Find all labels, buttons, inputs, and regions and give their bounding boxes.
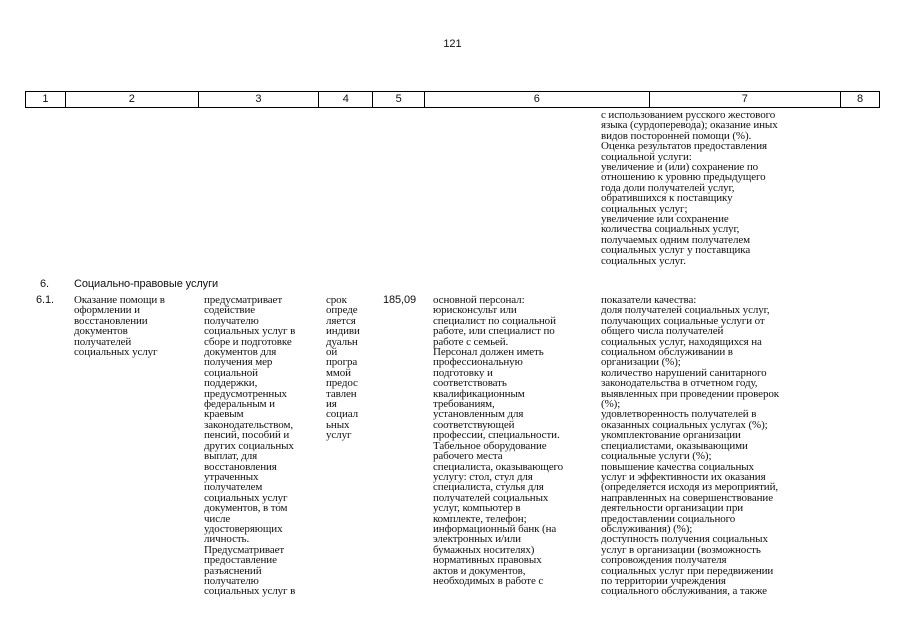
row-service-content: предусматривает содействие получателю социальных услуг в сборе и подготовке документов для получения мер социальной поддержки, предусмотренных федеральным и краевым законодательством, пенсий, пособий и других социальных выплат, для восстановления утраченных получателем социальных услуг документов, в том числе удостоверяющих личность. Предусматривает предоставление разъяснений получателю социальных услуг в <box>204 294 296 598</box>
header-cell-4: 4 <box>319 92 373 107</box>
header-cell-1: 1 <box>26 92 66 107</box>
section-number: 6. <box>40 278 49 290</box>
row-service-name: Оказание помощи в оформлении и восстановлении документов получателей социальных услуг <box>74 294 165 359</box>
header-cell-5: 5 <box>373 92 425 107</box>
row-service-term: срок опреде ляется индиви дуальн ой програ ммой предос тавлен ия социал ьных услуг <box>326 294 360 442</box>
header-cell-8: 8 <box>856 93 864 105</box>
header-cell-2: 2 <box>66 92 199 107</box>
section-title: Социально-правовые услуги <box>74 278 219 290</box>
header-cell-6: 6 <box>425 92 649 107</box>
header-cell-3: 3 <box>199 92 320 107</box>
page-number: 121 <box>443 38 462 50</box>
continuation-col7-text: с использованием русского жестового языка (сурдоперевода); оказание иных видов посторонней помощи (%). Оценка результатов предоставления социальной услуги: увеличение и (или) сохранение по отношению к уровню предыдущего года доли получателей услуг, обратившихся к поставщику социальных услуг; увеличение или сохранение количества социальных услуг, получаемых одним получателем социальных услуг у поставщика социальных услуг. <box>601 109 778 267</box>
table-header-row <box>25 91 880 108</box>
row-service-conditions: основной персонал: юрисконсульт или специалист по социальной работе, или специалист по работе с семьей. Персонал должен иметь профессиональную подготовку и соответствовать квалификационным требованиям, установленным для соответствующей профессии, специальности. Табельное оборудование рабочего места специалиста, оказывающего услугу: стол, стул для специалиста, стулья для получателей социальных услуг, компьютер в комплекте, телефон; информационный банк (на электронных и/или бумажных носителях) нормативных правовых актов и документов, необходимых в работе с <box>433 294 564 587</box>
row-number: 6.1. <box>36 294 54 306</box>
row-quality-indicators: показатели качества: доля получателей социальных услуг, получающих социальные услуги от общего числа получателей социальных услуг, находящихся на социальном обслуживании в организации (%); количество нарушений санитарного законодательства в отчетном году, выявленных при проведении проверок (%); удовлетворенность получателей в оказанных социальных услугах (%); укомплектование организации специалистами, оказывающими социальные услуги (%); повышение качества социальных услуг и эффективности их оказания (определяется исходя из мероприятий, направленных на совершенствование деятельности организации при предоставлении социального обслуживания) (%); доступность получения социальных услуг в организации (возможность сопровождения получателя социальных услуг при передвижении по территории учреждения социального обслуживания, а также <box>601 294 779 598</box>
header-cell-7: 7 <box>650 92 842 107</box>
row-service-price: 185,09 <box>383 294 417 306</box>
